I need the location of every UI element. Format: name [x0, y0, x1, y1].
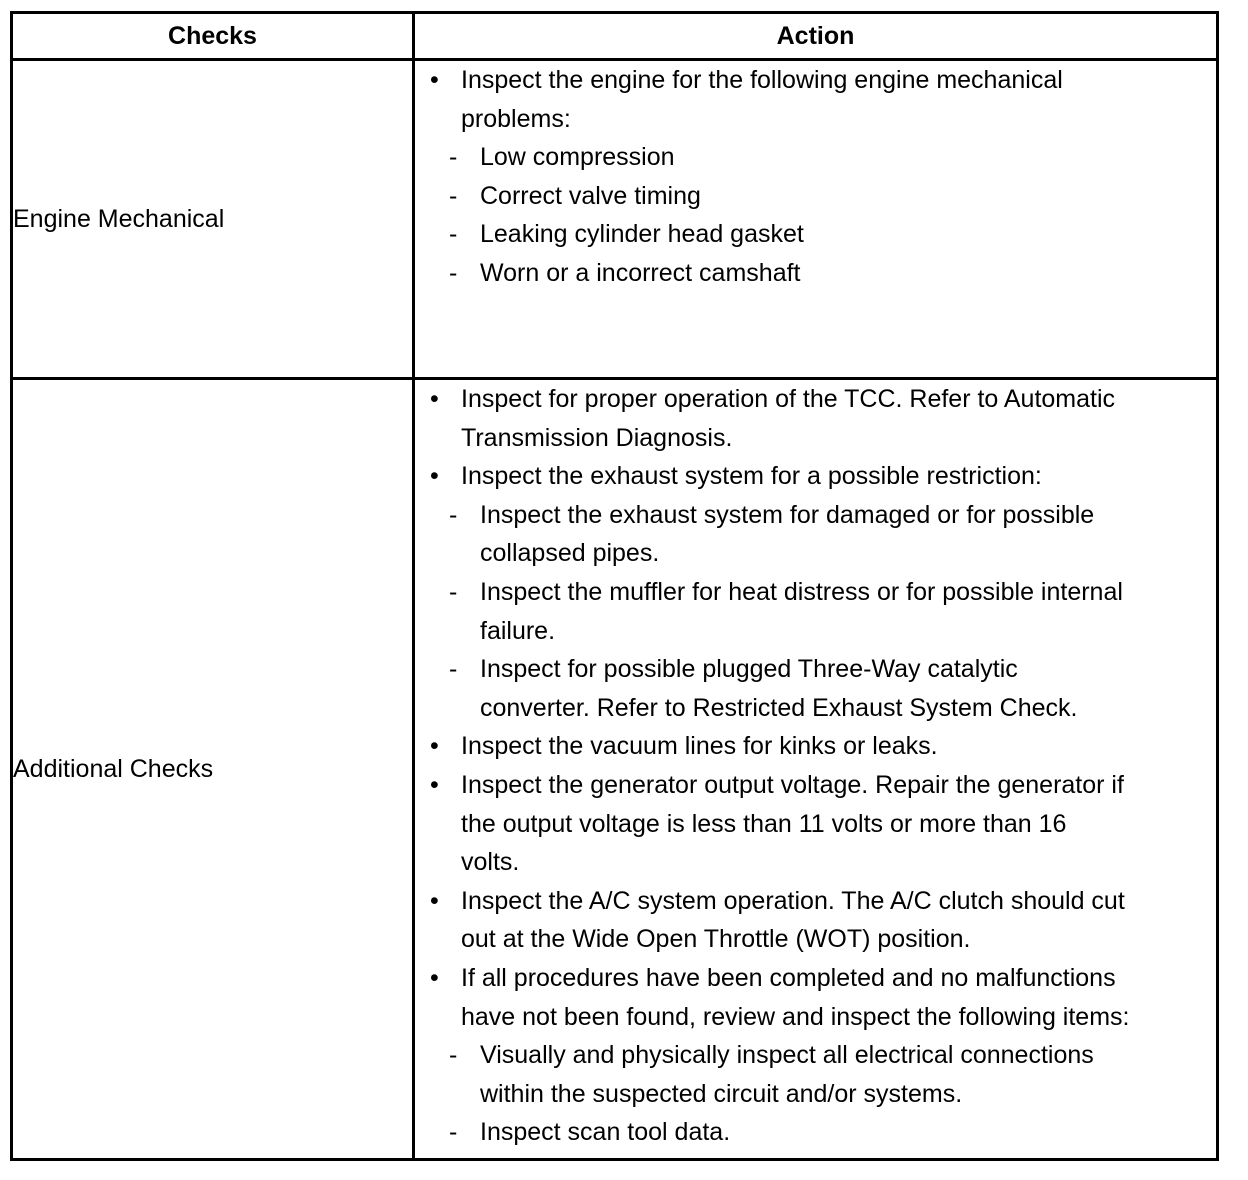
item-text: Inspect the exhaust system for damaged or for possible	[480, 500, 1095, 529]
header-row	[12, 13, 1218, 60]
item-line	[415, 650, 1216, 689]
bullet-item	[415, 882, 1216, 959]
item-line	[415, 534, 1216, 573]
dash-marker: -	[449, 258, 458, 287]
bullet-marker: •	[430, 770, 439, 799]
bullet-item	[415, 380, 1216, 457]
action-cell	[414, 60, 1218, 379]
item-text: have not been found, review and inspect the following items:	[461, 1002, 1130, 1031]
item-line	[415, 882, 1216, 921]
item-line	[415, 177, 1216, 216]
item-text: Inspect for proper operation of the TCC. Refer to Automatic	[461, 385, 1116, 413]
action-column-header: Action	[414, 13, 1218, 60]
item-line	[415, 998, 1216, 1037]
item-text: Inspect the muffler for heat distress or for possible internal	[480, 577, 1123, 606]
dash-marker: -	[449, 577, 458, 606]
item-text: Inspect scan tool data.	[480, 1118, 731, 1147]
dash-sub-item	[415, 573, 1216, 650]
check-name-cell: Additional Checks	[12, 379, 414, 1160]
bullet-item	[415, 766, 1216, 882]
item-text: Low compression	[480, 143, 675, 172]
table-row-additional-checks	[12, 379, 1218, 1160]
bullet-marker: •	[430, 732, 439, 761]
item-text: failure.	[480, 616, 556, 645]
action-list	[415, 61, 1216, 293]
dash-marker: -	[449, 220, 458, 249]
item-text: Transmission Diagnosis.	[461, 423, 733, 452]
dash-sub-item	[415, 177, 1216, 216]
item-line	[415, 254, 1216, 293]
dash-sub-item	[415, 650, 1216, 727]
item-line	[415, 215, 1216, 254]
checks-action-table	[10, 11, 1219, 1161]
item-text: converter. Refer to Restricted Exhaust System Check.	[480, 693, 1078, 722]
dash-marker: -	[449, 1118, 458, 1147]
item-line	[415, 1113, 1216, 1152]
action-cell	[414, 379, 1218, 1160]
item-text: the output voltage is less than 11 volts or more than 16	[461, 809, 1067, 838]
table-row-engine-mechanical	[12, 60, 1218, 379]
item-line	[415, 419, 1216, 458]
item-line	[415, 766, 1216, 805]
item-text: Correct valve timing	[480, 181, 701, 210]
item-text: volts.	[461, 848, 520, 877]
item-line	[415, 573, 1216, 612]
item-line	[415, 727, 1216, 766]
dash-sub-item	[415, 1113, 1216, 1152]
item-line	[415, 100, 1216, 139]
item-text: Inspect the engine for the following engine mechanical	[461, 66, 1063, 94]
item-line	[415, 380, 1216, 419]
bullet-item	[415, 457, 1216, 496]
diagnostic-checks-document	[10, 11, 1216, 1161]
bullet-marker: •	[430, 66, 439, 94]
item-text: within the suspected circuit and/or systems.	[480, 1079, 963, 1108]
item-line	[415, 457, 1216, 496]
bullet-marker: •	[430, 385, 439, 413]
item-line	[415, 959, 1216, 998]
item-text: out at the Wide Open Throttle (WOT) position.	[461, 925, 971, 954]
item-text: Leaking cylinder head gasket	[480, 220, 804, 249]
item-text: Visually and physically inspect all electrical connections	[480, 1041, 1094, 1070]
item-text: problems:	[461, 104, 571, 133]
item-text: collapsed pipes.	[480, 539, 660, 568]
item-line	[415, 496, 1216, 535]
bullet-marker: •	[430, 886, 439, 915]
bullet-item	[415, 727, 1216, 766]
item-line	[415, 61, 1216, 100]
bullet-marker: •	[430, 963, 439, 992]
action-list	[415, 380, 1216, 1152]
item-text: Inspect the generator output voltage. Repair the generator if	[461, 770, 1124, 799]
check-name-cell: Engine Mechanical	[12, 60, 414, 379]
dash-sub-item	[415, 496, 1216, 573]
dash-sub-item	[415, 138, 1216, 177]
dash-marker: -	[449, 181, 458, 210]
item-line	[415, 920, 1216, 959]
dash-marker: -	[449, 1041, 458, 1070]
item-line	[415, 805, 1216, 844]
item-line	[415, 843, 1216, 882]
item-line	[415, 1036, 1216, 1075]
item-text: Inspect the exhaust system for a possible restriction:	[461, 462, 1042, 491]
bullet-marker: •	[430, 462, 439, 491]
item-line	[415, 1075, 1216, 1114]
item-text: Inspect the A/C system operation. The A/C clutch should cut	[461, 886, 1125, 915]
item-line	[415, 138, 1216, 177]
item-line	[415, 612, 1216, 651]
dash-marker: -	[449, 655, 458, 684]
item-text: Worn or a incorrect camshaft	[480, 258, 801, 287]
bullet-item	[415, 959, 1216, 1036]
item-line	[415, 689, 1216, 728]
item-text: Inspect the vacuum lines for kinks or leaks.	[461, 732, 938, 761]
dash-sub-item	[415, 1036, 1216, 1113]
dash-sub-item	[415, 215, 1216, 254]
dash-sub-item	[415, 254, 1216, 293]
dash-marker: -	[449, 500, 458, 529]
bullet-item	[415, 61, 1216, 138]
item-text: If all procedures have been completed and no malfunctions	[461, 963, 1116, 992]
checks-column-header: Checks	[12, 13, 414, 60]
item-text: Inspect for possible plugged Three-Way catalytic	[480, 655, 1018, 684]
dash-marker: -	[449, 143, 458, 172]
